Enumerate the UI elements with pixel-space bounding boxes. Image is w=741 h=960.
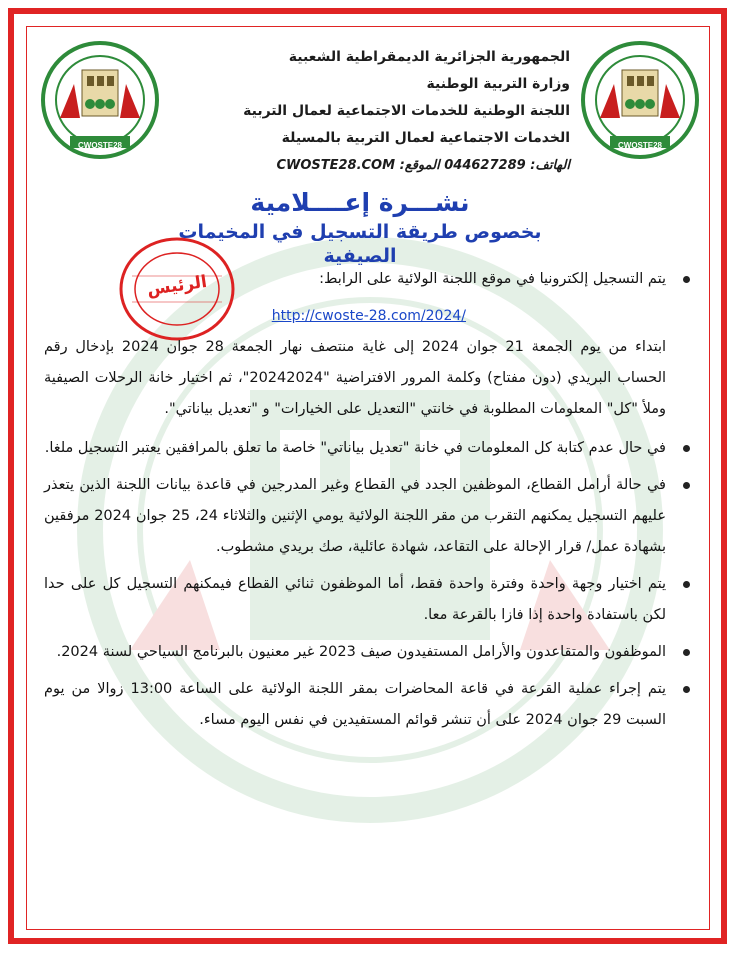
header-republic: الجمهورية الجزائرية الديمقراطية الشعبية bbox=[288, 49, 570, 65]
bullet-icon bbox=[683, 686, 690, 693]
header-contact: الهاتف: 044627289 الموقع: CWOSTE28.COM bbox=[276, 158, 570, 173]
bullet-icon bbox=[683, 649, 690, 656]
list-item bbox=[44, 470, 696, 563]
logo-left-code: CWOSTE28 bbox=[77, 141, 122, 150]
list-item bbox=[44, 674, 696, 736]
item-lottery: يتم إجراء عملية القرعة في قاعة المحاضرات بمقر اللجنة الولائية على الساعة 13:00 زوالا من يوم السبت 29 جوان 2024 على أن تنشر قوائم المستفيدين في نفس اليوم مساء. bbox=[44, 681, 666, 728]
item-incomplete-info: في حال عدم كتابة كل المعلومات في خانة "تعديل بياناتي" خاصة ما تعلق بالمرافقين يعتبر التسجيل ملغا. bbox=[44, 440, 666, 456]
logo-right-code: CWOSTE28 bbox=[617, 141, 662, 150]
bullet-icon bbox=[683, 581, 690, 588]
item-previous-beneficiaries: الموظفون والمتقاعدون والأرامل المستفيدون صيف 2023 غير معنيون بالبرنامج السياحي لسنة 2024. bbox=[56, 644, 666, 660]
title-main: نشـــرة إعــــلامية bbox=[250, 188, 470, 217]
bullet-icon bbox=[683, 482, 690, 489]
item-widows-new-staff: في حالة أرامل القطاع، الموظفين الجدد في القطاع وغير المدرجين في قاعدة بيانات اللجنة الذين يتعذر عليهم التسجيل يمكنهم التقرب من مقر اللجنة الولائية يومي الإثنين والثلاثاء 24، 25 جوان 2024 مرفقين بشهادة عمل/ قرار الإحالة على التقاعد، شهادة عائلية، صك بريدي مشطوب. bbox=[44, 477, 666, 555]
header-committee: اللجنة الوطنية للخدمات الاجتماعية لعمال التربية bbox=[243, 103, 570, 119]
header-ministry: وزارة التربية الوطنية bbox=[426, 76, 570, 92]
list-item bbox=[44, 264, 696, 295]
item-one-destination: يتم اختيار وجهة واحدة وفترة واحدة فقط، أما الموظفون ثنائي القطاع فيمكنهم التسجيل كل على حدا لكن باستفادة واحدة إذا فازا بالقرعة معا. bbox=[44, 576, 666, 623]
title-sub: بخصوص طريقة التسجيل في المخيمات الصيفية bbox=[178, 221, 542, 267]
item-registration: يتم التسجيل إلكترونيا في موقع اللجنة الولائية على الرابط: bbox=[319, 271, 666, 287]
header-services: الخدمات الاجتماعية لعمال التربية بالمسيلة bbox=[281, 130, 570, 146]
registration-details: ابتداء من يوم الجمعة 21 جوان 2024 إلى غاية منتصف نهار الجمعة 28 جوان 2024 بإدخال رقم الحساب البريدي (دون مفتاح) وكلمة المرور الافتراضية "20242024"، ثم اختيار خانة الرحلات الصيفية وملأ "كل" المعلومات المطلوبة في خانتي "التعديل على الخيارات" و "تعديل بياناتي". bbox=[44, 339, 667, 417]
bullet-icon bbox=[683, 445, 690, 452]
bullet-icon bbox=[683, 276, 690, 283]
list-item bbox=[44, 433, 696, 464]
notice-body bbox=[44, 264, 696, 742]
letterhead bbox=[170, 44, 570, 179]
list-item bbox=[44, 637, 696, 668]
registration-link[interactable]: http://cwoste-28.com/2024/ bbox=[271, 308, 466, 324]
list-item bbox=[44, 569, 696, 631]
stamp-label: الرئيس bbox=[145, 271, 209, 301]
